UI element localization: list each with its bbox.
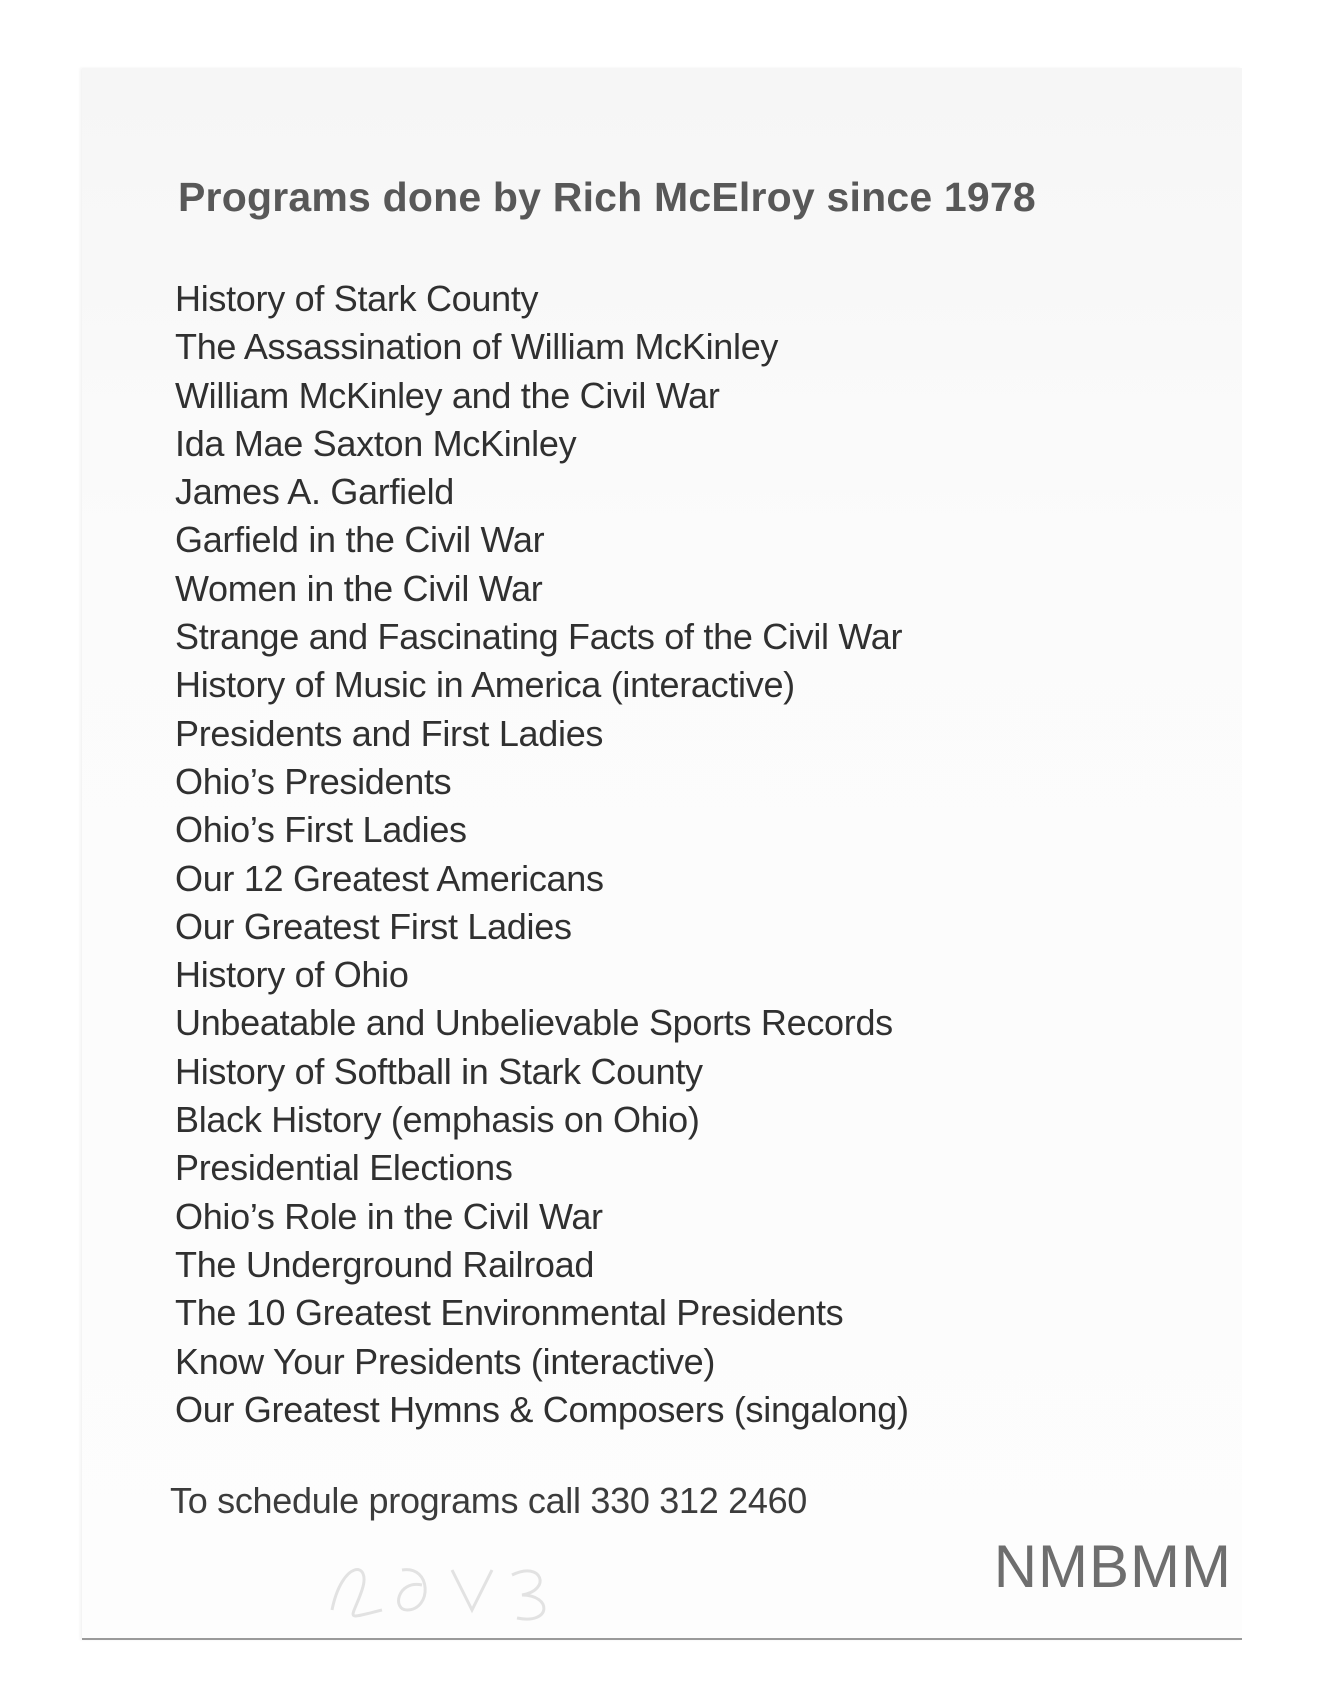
list-item: Unbeatable and Unbelievable Sports Records <box>175 1002 893 1044</box>
list-item: Presidential Elections <box>175 1147 513 1189</box>
list-item: Presidents and First Ladies <box>175 712 604 754</box>
list-item: James A. Garfield <box>175 471 455 513</box>
list-item: Ohio’s Presidents <box>175 760 452 802</box>
list-item: History of Ohio <box>175 954 409 996</box>
pencil-mark-decoration <box>322 1550 582 1628</box>
list-item: Black History (emphasis on Ohio) <box>175 1099 700 1141</box>
program-list <box>175 275 909 1434</box>
list-item: Our Greatest First Ladies <box>175 905 572 947</box>
list-item: Ida Mae Saxton McKinley <box>175 422 577 464</box>
list-item: History of Softball in Stark County <box>175 1050 703 1092</box>
list-item: William McKinley and the Civil War <box>175 374 720 416</box>
list-item: Know Your Presidents (interactive) <box>175 1340 716 1382</box>
list-item: History of Stark County <box>175 278 539 319</box>
watermark-text: NMBMM <box>993 1533 1232 1600</box>
list-item: Our 12 Greatest Americans <box>175 857 604 899</box>
document-title: Programs done by Rich McElroy since 1978 <box>178 174 1036 220</box>
list-item: The 10 Greatest Environmental Presidents <box>175 1292 844 1334</box>
list-item: The Assassination of William McKinley <box>175 326 779 368</box>
list-item: Ohio’s Role in the Civil War <box>175 1195 603 1237</box>
list-item: Strange and Fascinating Facts of the Civil War <box>175 616 903 658</box>
list-item: Garfield in the Civil War <box>175 519 545 561</box>
list-item: History of Music in America (interactive) <box>175 664 795 706</box>
list-item: Our Greatest Hymns & Composers (singalong) <box>175 1388 909 1430</box>
list-item: The Underground Railroad <box>175 1243 595 1285</box>
list-item: Ohio’s First Ladies <box>175 809 467 851</box>
list-item: Women in the Civil War <box>175 567 543 609</box>
contact-line: To schedule programs call 330 312 2460 <box>170 1480 808 1521</box>
